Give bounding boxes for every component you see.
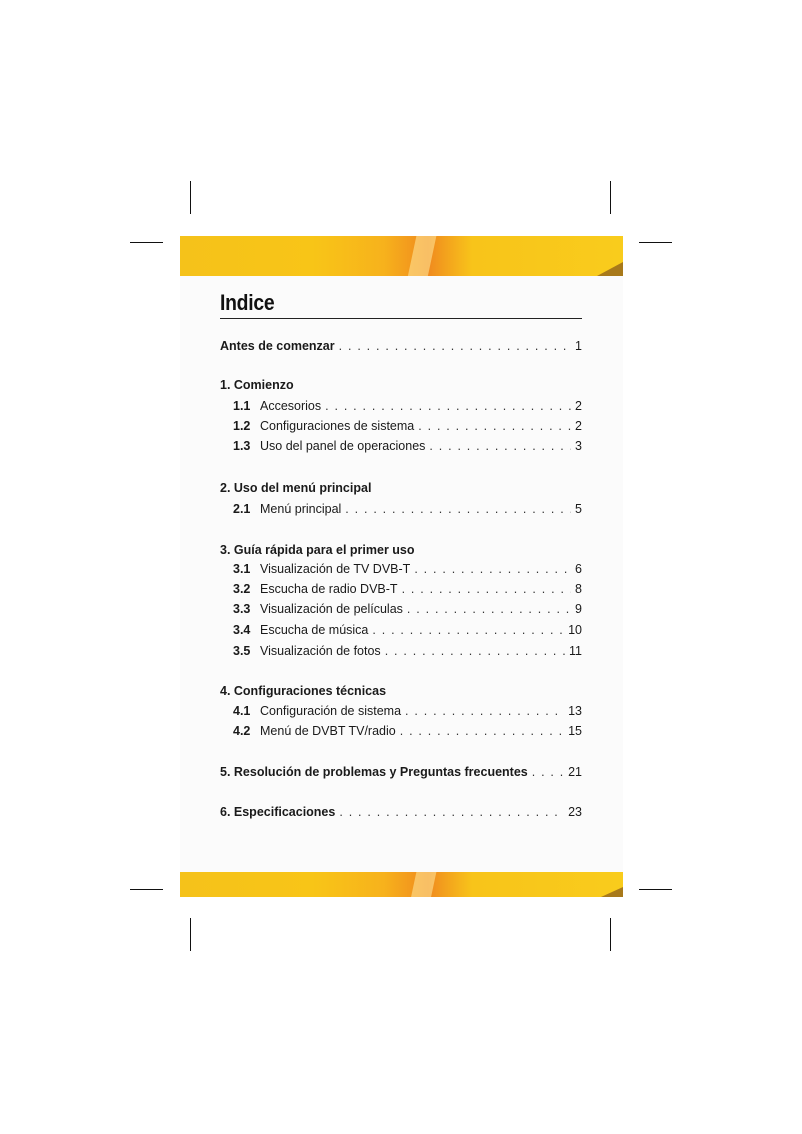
toc-entry[interactable]: 1.3 Uso del panel de operaciones . . . 3	[233, 438, 582, 454]
footer-band	[180, 872, 623, 897]
corner-decoration	[601, 887, 623, 897]
toc-entry[interactable]: 2.1 Menú principal . . . 5	[233, 501, 582, 517]
page-title: Indice	[220, 290, 275, 315]
leader-dots	[385, 643, 565, 659]
leader-dots	[414, 561, 571, 577]
swoosh-decoration	[402, 872, 439, 897]
header-band	[180, 236, 623, 276]
toc-page: 1	[575, 339, 582, 353]
leader-dots	[407, 601, 571, 617]
crop-mark	[130, 242, 163, 243]
leader-dots	[418, 418, 571, 434]
toc-section-heading[interactable]: 1. Comienzo	[220, 378, 294, 392]
toc-entry[interactable]: 3.5 Visualización de fotos . . . 11	[233, 643, 582, 659]
leader-dots	[532, 764, 564, 780]
toc-entry[interactable]: 1.2 Configuraciones de sistema . . . 2	[233, 418, 582, 434]
leader-dots	[429, 438, 571, 454]
toc-section-heading[interactable]: 2. Uso del menú principal	[220, 481, 372, 495]
crop-mark	[610, 181, 611, 214]
crop-mark	[130, 889, 163, 890]
crop-mark	[639, 242, 672, 243]
leader-dots	[345, 501, 571, 517]
toc-entry[interactable]: 3.3 Visualización de películas . . . 9	[233, 601, 582, 617]
toc-section-heading[interactable]: 3. Guía rápida para el primer uso	[220, 543, 415, 557]
toc-entry-front[interactable]	[220, 338, 582, 354]
crop-mark	[190, 918, 191, 951]
toc-entry-specifications[interactable]: 6. Especificaciones . . . 23	[220, 804, 582, 820]
crop-mark	[639, 889, 672, 890]
toc-entry[interactable]: 4.2 Menú de DVBT TV/radio . . . 15	[233, 723, 582, 739]
toc-entry[interactable]: 3.4 Escucha de música . . . 10	[233, 622, 582, 638]
corner-decoration	[597, 262, 623, 276]
title-underline	[220, 318, 582, 319]
leader-dots	[372, 622, 564, 638]
toc-entry[interactable]: 4.1 Configuración de sistema . . . 13	[233, 703, 582, 719]
leader-dots	[405, 703, 564, 719]
toc-entry[interactable]: 1.1 Accesorios . . . 2	[233, 398, 582, 414]
leader-dots	[402, 581, 571, 597]
leader-dots	[400, 723, 564, 739]
toc-entry-troubleshooting[interactable]: 5. Resolución de problemas y Preguntas frecuentes . . . 21	[220, 764, 582, 780]
crop-mark	[610, 918, 611, 951]
toc-entry[interactable]: 3.1 Visualización de TV DVB-T . . . 6	[233, 561, 582, 577]
swoosh-decoration	[402, 236, 439, 276]
leader-dots	[339, 804, 564, 820]
toc-entry[interactable]: 3.2 Escucha de radio DVB-T . . . 8	[233, 581, 582, 597]
leader-dots	[339, 338, 571, 354]
crop-mark	[190, 181, 191, 214]
leader-dots	[325, 398, 571, 414]
toc-label: Antes de comenzar	[220, 339, 335, 353]
toc-section-heading[interactable]: 4. Configuraciones técnicas	[220, 684, 387, 698]
